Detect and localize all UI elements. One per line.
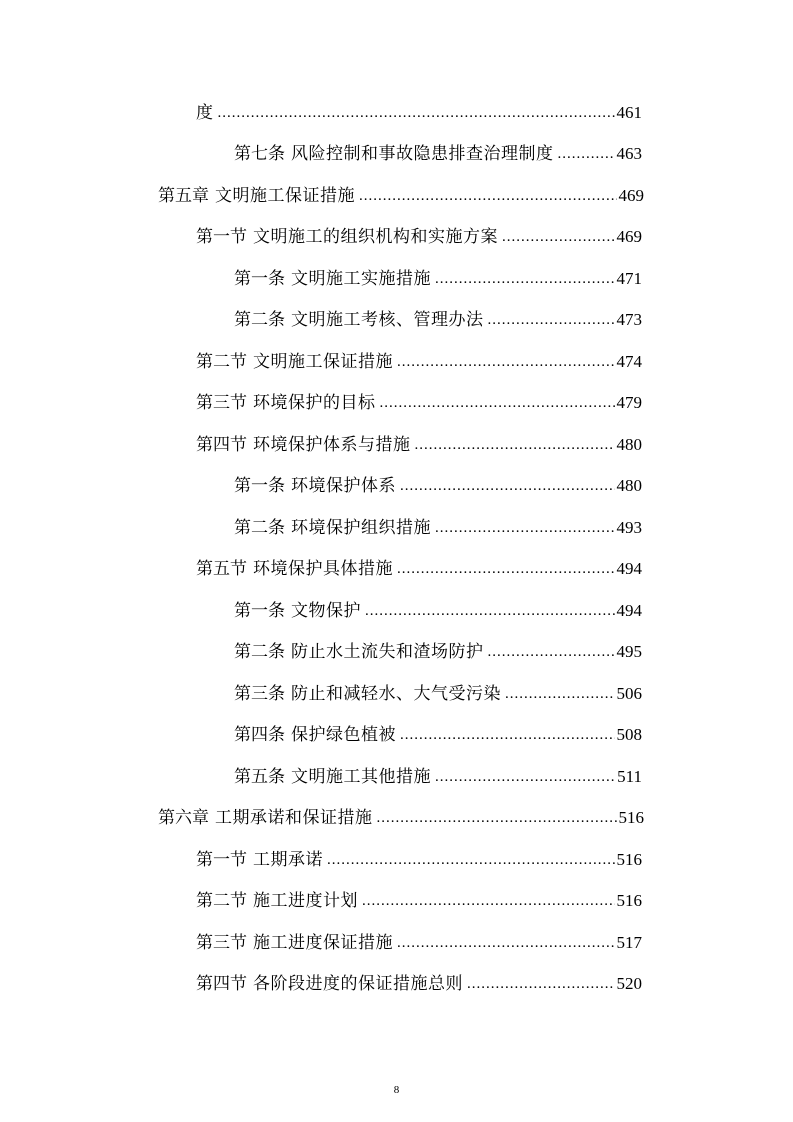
toc-leader-dots: [415, 427, 615, 463]
toc-entry-number: 第四节: [196, 974, 247, 995]
toc-leader-dots: [488, 302, 615, 338]
toc-entry-title: 防止水土流失和渣场防护: [291, 642, 484, 663]
toc-entry-page: 480: [616, 476, 642, 496]
toc-leader-dots: [435, 261, 615, 297]
toc-entry-page: 494: [616, 600, 642, 620]
toc-entry-page: 516: [616, 891, 642, 911]
toc-entry-page: 471: [616, 268, 642, 288]
toc-entry-title: 风险控制和事故隐患排查治理制度: [291, 144, 554, 165]
toc-entry[interactable]: [0, 383, 642, 425]
toc-entry[interactable]: [0, 92, 642, 134]
toc-entry-label: [196, 551, 395, 587]
toc-entry-label: [234, 510, 433, 546]
toc-entry-page: 469: [616, 227, 642, 247]
toc-entry-number: 第二节: [196, 351, 247, 372]
toc-entry-page: 506: [616, 683, 642, 703]
toc-entry[interactable]: [0, 175, 644, 217]
toc-entry[interactable]: [0, 715, 642, 757]
toc-entry-page: 479: [616, 393, 642, 413]
toc-leader-dots: [488, 634, 615, 670]
toc-leader-dots: [502, 219, 615, 255]
toc-entry-number: 第六章: [158, 808, 209, 829]
table-of-contents: [0, 92, 793, 1005]
toc-entry-number: 第三节: [196, 932, 247, 953]
toc-entry-title: 防止和减轻水、大气受污染: [291, 683, 501, 704]
toc-leader-dots: [359, 178, 617, 214]
toc-entry-title: 文明施工其他措施: [291, 766, 431, 787]
toc-leader-dots: [365, 593, 615, 629]
toc-entry-number: 第二条: [234, 517, 285, 538]
toc-entry[interactable]: [0, 134, 642, 176]
toc-entry[interactable]: [0, 300, 642, 342]
toc-leader-dots: [397, 551, 615, 587]
toc-entry-label: [234, 717, 398, 753]
toc-entry-number: 第一条: [234, 476, 285, 497]
toc-entry-number: 第一条: [234, 600, 285, 621]
toc-entry-label: [196, 219, 500, 255]
toc-entry-page: 517: [616, 932, 642, 952]
toc-entry-page: 480: [616, 434, 642, 454]
toc-entry-page: 463: [616, 144, 642, 164]
toc-entry-title: 环境保护组织措施: [291, 517, 431, 538]
toc-entry-number: 第五条: [234, 766, 285, 787]
toc-leader-dots: [327, 842, 615, 878]
toc-entry-number: 第一节: [196, 227, 247, 248]
toc-entry-number: 第一条: [234, 268, 285, 289]
toc-leader-dots: [362, 883, 615, 919]
toc-entry-number: 第一节: [196, 849, 247, 870]
toc-leader-dots: [397, 344, 615, 380]
toc-entry-page: 474: [616, 351, 642, 371]
toc-entry[interactable]: [0, 590, 642, 632]
toc-entry[interactable]: [0, 632, 642, 674]
toc-entry[interactable]: [0, 964, 642, 1006]
toc-entry-title: 环境保护体系: [291, 476, 396, 497]
toc-entry-label: [196, 344, 395, 380]
toc-leader-dots: [435, 759, 615, 795]
toc-leader-dots: [400, 717, 615, 753]
toc-entry-title: 环境保护体系与措施: [253, 434, 411, 455]
toc-entry-title: 各阶段进度的保证措施总则: [253, 974, 463, 995]
toc-entry-label: [234, 634, 486, 670]
toc-entry[interactable]: [0, 881, 642, 923]
toc-entry[interactable]: [0, 424, 642, 466]
toc-entry-label: [234, 302, 486, 338]
toc-entry-title: 文物保护: [291, 600, 361, 621]
toc-entry-label: [234, 261, 433, 297]
toc-entry-number: 第二条: [234, 642, 285, 663]
toc-entry-label: [196, 385, 378, 421]
toc-entry-label: [234, 136, 556, 172]
toc-entry-page: 516: [618, 808, 644, 828]
toc-leader-dots: [400, 468, 615, 504]
toc-entry-title: 环境保护具体措施: [253, 559, 393, 580]
toc-leader-dots: [377, 800, 617, 836]
toc-entry-page: 511: [617, 766, 642, 786]
toc-entry-label: [196, 966, 465, 1002]
toc-entry-title: 工期承诺和保证措施: [215, 808, 373, 829]
toc-entry-page: 493: [616, 517, 642, 537]
toc-entry-label: [234, 676, 503, 712]
toc-leader-dots: [467, 966, 615, 1002]
toc-entry-number: 第二节: [196, 891, 247, 912]
toc-entry[interactable]: [0, 756, 642, 798]
toc-entry-label: [158, 800, 375, 836]
toc-entry[interactable]: [0, 258, 642, 300]
toc-entry-title: 文明施工考核、管理办法: [291, 310, 484, 331]
toc-entry[interactable]: [0, 922, 642, 964]
toc-entry-label: [234, 593, 363, 629]
toc-entry-label: [234, 468, 398, 504]
toc-entry-label: [196, 427, 413, 463]
toc-entry-label: [196, 842, 325, 878]
toc-entry-number: 第七条: [234, 144, 285, 165]
toc-entry-title: 度: [196, 102, 214, 123]
toc-entry-title: 施工进度计划: [253, 891, 358, 912]
toc-entry-page: 516: [616, 849, 642, 869]
toc-entry[interactable]: [0, 798, 644, 840]
toc-entry-title: 文明施工保证措施: [253, 351, 393, 372]
toc-entry-page: 494: [616, 559, 642, 579]
toc-entry-title: 工期承诺: [253, 849, 323, 870]
toc-entry-number: 第四节: [196, 434, 247, 455]
toc-entry-title: 环境保护的目标: [253, 393, 376, 414]
toc-entry-title: 文明施工的组织机构和实施方案: [253, 227, 498, 248]
toc-entry[interactable]: [0, 549, 642, 591]
toc-entry[interactable]: [0, 673, 642, 715]
toc-entry-page: 469: [618, 185, 644, 205]
toc-entry-title: 施工进度保证措施: [253, 932, 393, 953]
toc-entry-page: 495: [616, 642, 642, 662]
toc-entry-label: [196, 883, 360, 919]
toc-entry-title: 保护绿色植被: [291, 725, 396, 746]
toc-entry-page: 461: [616, 102, 642, 122]
toc-leader-dots: [218, 95, 615, 131]
toc-entry-label: [196, 95, 216, 131]
toc-entry[interactable]: [0, 217, 642, 259]
toc-entry-label: [196, 925, 395, 961]
toc-entry-page: 520: [616, 974, 642, 994]
toc-entry-number: 第四条: [234, 725, 285, 746]
toc-entry-number: 第三节: [196, 393, 247, 414]
toc-entry-label: [158, 178, 357, 214]
toc-entry-label: [234, 759, 433, 795]
toc-leader-dots: [505, 676, 615, 712]
toc-entry-number: 第三条: [234, 683, 285, 704]
toc-entry-number: 第五节: [196, 559, 247, 580]
toc-entry[interactable]: [0, 466, 642, 508]
toc-leader-dots: [435, 510, 615, 546]
toc-entry[interactable]: [0, 507, 642, 549]
toc-leader-dots: [558, 136, 615, 172]
toc-entry-page: 473: [616, 310, 642, 330]
toc-leader-dots: [397, 925, 615, 961]
toc-entry[interactable]: [0, 341, 642, 383]
toc-leader-dots: [380, 385, 615, 421]
toc-entry-number: 第二条: [234, 310, 285, 331]
toc-entry-number: 第五章: [158, 185, 209, 206]
toc-entry-title: 文明施工实施措施: [291, 268, 431, 289]
page-footer-number: 8: [393, 1084, 400, 1096]
toc-entry-page: 508: [616, 725, 642, 745]
toc-entry[interactable]: [0, 839, 642, 881]
toc-entry-title: 文明施工保证措施: [215, 185, 355, 206]
